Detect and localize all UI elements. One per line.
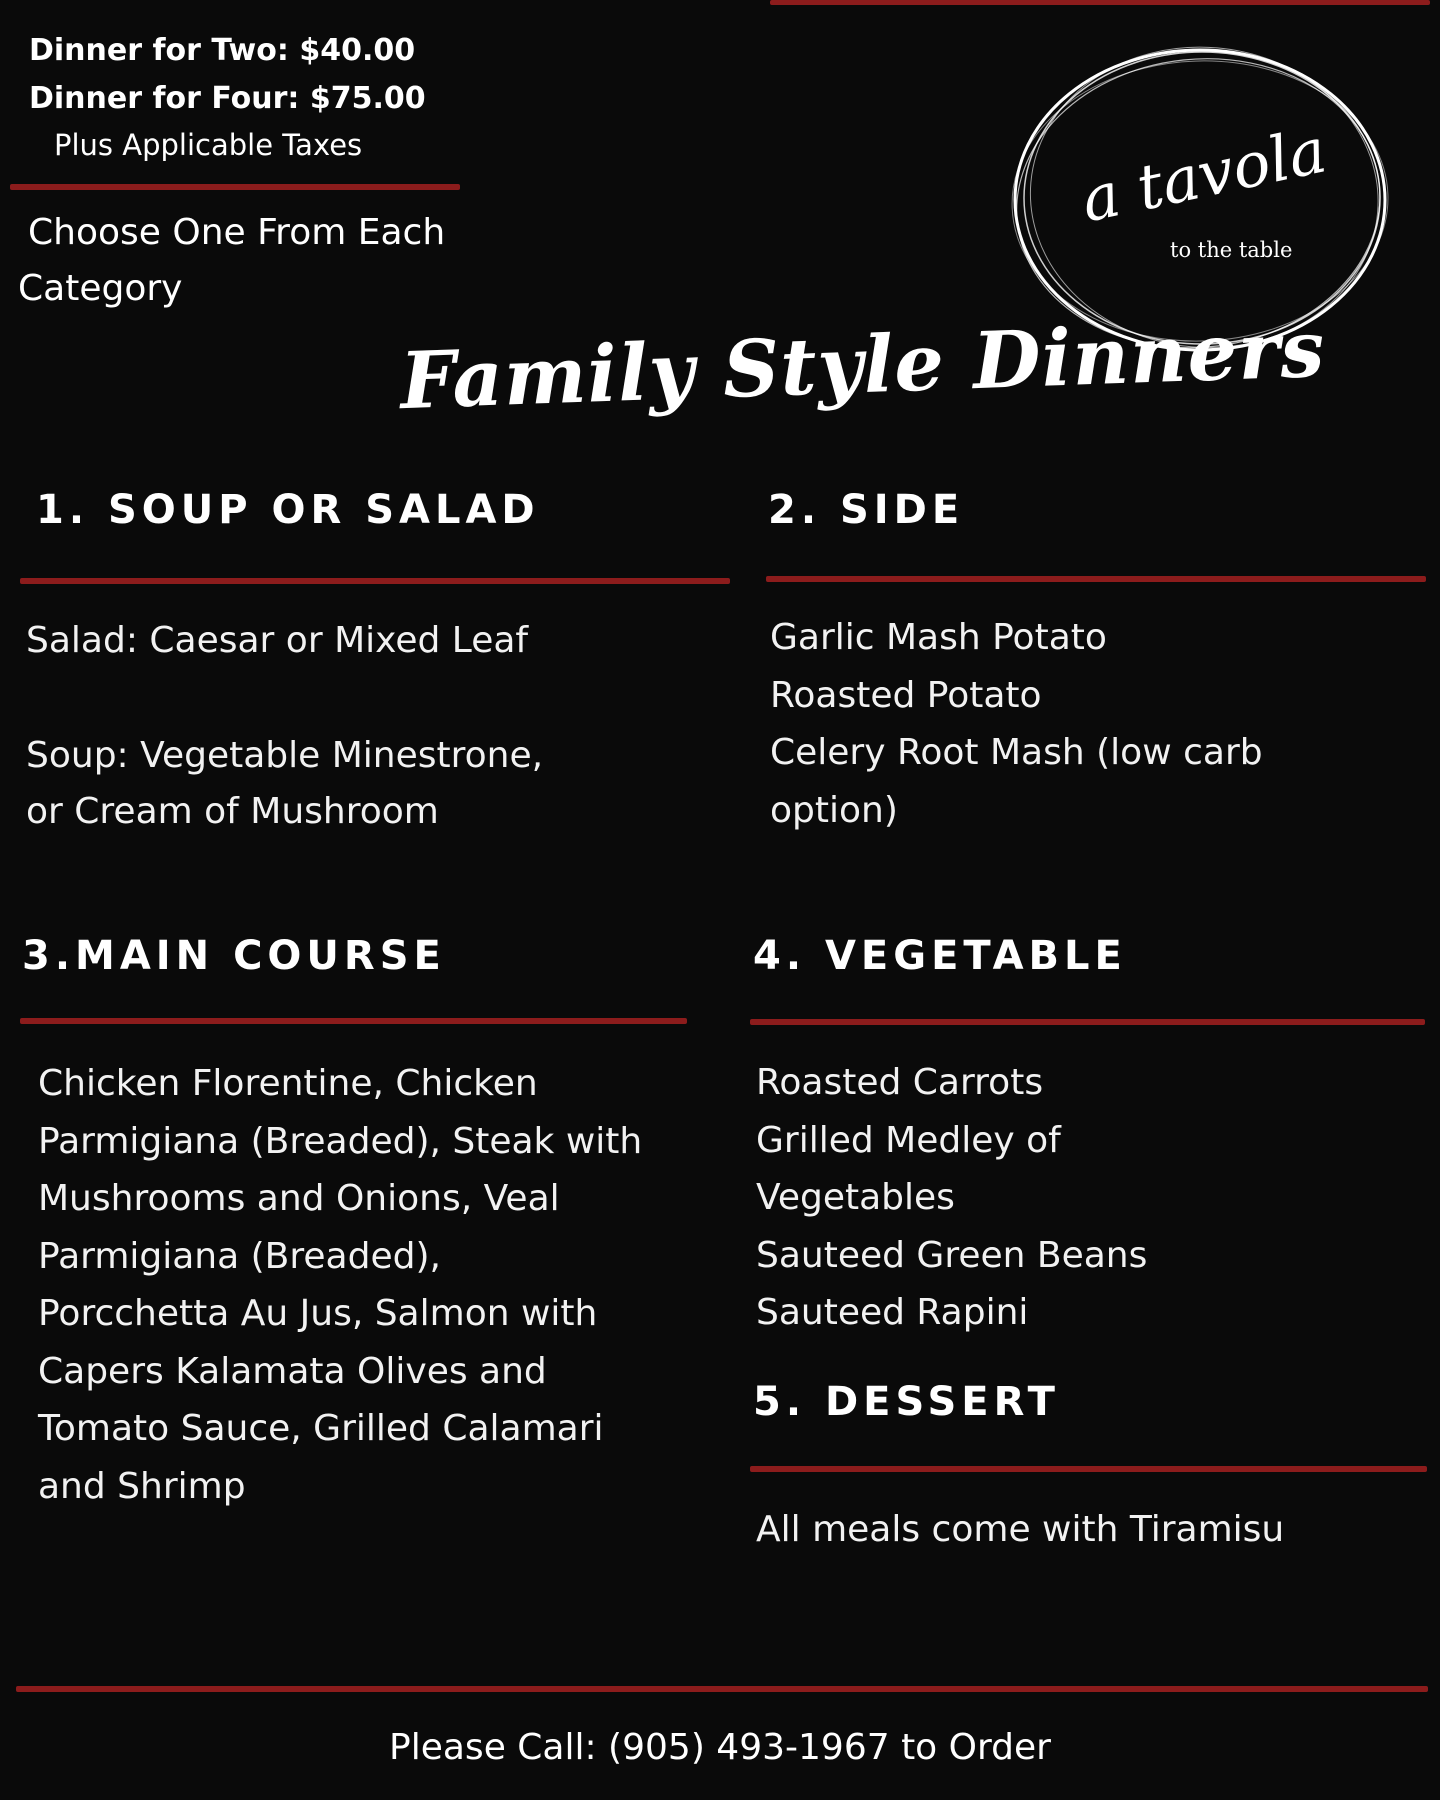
main-course-line: Parmigiana (Breaded), Steak with <box>38 1120 643 1162</box>
salad-options: Salad: Caesar or Mixed Leaf <box>26 620 529 661</box>
instructions-text: Choose One From Each Category <box>18 212 446 309</box>
side-item: option) <box>770 789 898 831</box>
price-dinner-for-four: Dinner for Four: $75.00 <box>29 81 426 116</box>
side-item: Roasted Potato <box>770 674 1042 716</box>
footer-rule <box>16 1686 1428 1692</box>
section-heading-side: 2. SIDE <box>768 487 965 533</box>
side-list <box>770 609 1263 839</box>
side-item: Garlic Mash Potato <box>770 617 1107 658</box>
main-course-line: Parmigiana (Breaded), <box>38 1235 441 1277</box>
dessert-text: All meals come with Tiramisu <box>756 1509 1285 1550</box>
logo-tagline: to the table <box>1170 238 1293 262</box>
vegetable-rule <box>750 1019 1425 1025</box>
main-course-line: Capers Kalamata Olives and <box>38 1350 547 1392</box>
main-course-list <box>38 1055 642 1515</box>
soup-salad-rule <box>20 578 730 584</box>
main-course-rule <box>20 1018 687 1024</box>
footer-order-text: Please Call: (905) 493-1967 to Order <box>389 1727 1051 1768</box>
taxes-note: Plus Applicable Taxes <box>54 128 363 162</box>
section-heading-soup-salad: 1. SOUP OR SALAD <box>36 487 540 533</box>
main-course-line: Mushrooms and Onions, Veal <box>38 1178 560 1219</box>
main-course-line: and Shrimp <box>38 1465 246 1507</box>
soup-options-line-2: or Cream of Mushroom <box>26 791 439 832</box>
section-heading-vegetable: 4. VEGETABLE <box>753 933 1127 979</box>
vegetable-line: Sauteed Green Beans <box>756 1234 1148 1276</box>
side-item: Celery Root Mash (low carb <box>770 732 1263 773</box>
vegetable-line: Roasted Carrots <box>756 1062 1044 1103</box>
side-rule <box>766 576 1426 582</box>
price-dinner-for-two: Dinner for Two: $40.00 <box>29 33 416 68</box>
main-course-line: Chicken Florentine, Chicken <box>38 1063 538 1104</box>
page-title: Family Style Dinners <box>398 303 1327 428</box>
section-heading-dessert: 5. DESSERT <box>753 1379 1060 1425</box>
vegetable-line: Grilled Medley of <box>756 1119 1061 1161</box>
top-right-rule <box>770 0 1430 5</box>
main-course-line: Porcchetta Au Jus, Salmon with <box>38 1293 598 1334</box>
vegetable-line: Vegetables <box>756 1177 955 1218</box>
dessert-rule <box>750 1466 1427 1472</box>
logo-main-text: a tavola <box>1075 113 1333 237</box>
soup-options-line-1: Soup: Vegetable Minestrone, <box>26 735 544 776</box>
vegetable-line: Sauteed Rapini <box>756 1292 1029 1333</box>
pricing-rule <box>10 184 460 190</box>
vegetable-list <box>756 1054 1147 1342</box>
section-heading-main-course: 3.MAIN COURSE <box>22 933 446 979</box>
main-course-line: Tomato Sauce, Grilled Calamari <box>38 1408 604 1449</box>
